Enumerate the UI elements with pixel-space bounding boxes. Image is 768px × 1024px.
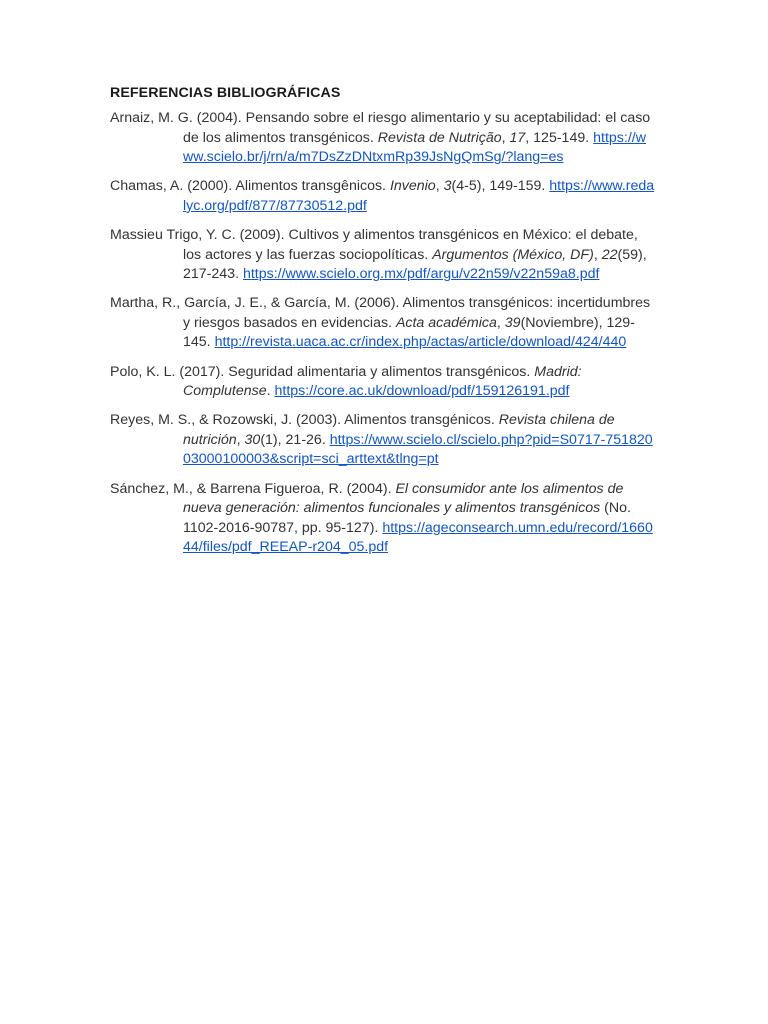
reference-text: Reyes, M. S., & Rozowski, J. (2003). Alimentos transgénicos. [110, 412, 499, 429]
reference-text: Polo, K. L. (2017). Seguridad alimentaria y alimentos transgénicos. [110, 363, 535, 380]
reference-link[interactable]: https://www.scielo.br/j/rn/a/m7DsZzDNtxmRp39JsNgQmSg/?lang=es [183, 129, 646, 166]
reference-link[interactable]: https://www.scielo.org.mx/pdf/argu/v22n59/v22n59a8.pdf [242, 266, 600, 283]
reference-text: , [501, 129, 510, 146]
reference-text: Sánchez, M., & Barrena Figueroa, R. (2004). [110, 480, 396, 497]
reference-italic-text: 3 [443, 178, 452, 195]
reference-text: , [435, 178, 444, 195]
reference-text: , [496, 314, 505, 331]
reference-text: Arnaiz, M. G. (2004). Pensando sobre el riesgo alimentario y su aceptabilidad: el caso de los alimentos transgénicos. [110, 110, 651, 146]
reference-text: (1), 21-26. [260, 431, 330, 448]
reference-italic-text: Revista de Nutrição [377, 129, 502, 146]
reference-item [110, 363, 655, 402]
reference-text: (4-5), 149-159. [451, 178, 550, 195]
reference-text: (No. 1102-2016-90787, pp. 95-127). [183, 500, 631, 536]
reference-item [110, 411, 655, 470]
reference-italic-text: Argumentos (México, DF) [432, 246, 594, 263]
reference-link[interactable]: http://revista.uaca.ac.cr/index.php/actas/article/download/424/440 [214, 334, 627, 351]
reference-link[interactable]: https://ageconsearch.umn.edu/record/166044/files/pdf_REEAP-r204_05.pdf [183, 519, 653, 556]
reference-item [110, 177, 655, 216]
reference-italic-text: Invenio [389, 178, 436, 195]
reference-italic-text: 39 [504, 314, 521, 331]
reference-italic-text: Revista chilena de nutrición [183, 412, 615, 448]
reference-italic-text: 22 [601, 246, 618, 263]
reference-item [110, 294, 655, 353]
reference-italic-text: Acta académica [395, 314, 497, 331]
reference-italic-text: Madrid: Complutense [183, 363, 582, 400]
reference-text: (59), 217-243. [183, 246, 647, 283]
reference-italic-text: 30 [244, 431, 261, 448]
reference-link[interactable]: https://core.ac.uk/download/pdf/159126191.pdf [274, 383, 570, 400]
page-title: REFERENCIAS BIBLIOGRÁFICAS [110, 85, 341, 101]
reference-text: Massieu Trigo, Y. C. (2009). Cultivos y alimentos transgénicos en México: el debate, los actores y las fuerzas sociopolíticas. [110, 226, 638, 263]
reference-list [110, 109, 655, 558]
reference-italic-text: El consumidor ante los alimentos de nueva generación: alimentos funcionales y alimentos transgénicos [183, 480, 624, 517]
reference-item [110, 480, 655, 558]
reference-italic-text: 17 [509, 129, 526, 146]
reference-item [110, 226, 655, 285]
reference-link[interactable]: https://www.scielo.cl/scielo.php?pid=S0717-75182003000100003&script=sci_arttext&tlng=pt [183, 431, 653, 468]
reference-link[interactable]: https://www.redalyc.org/pdf/877/87730512.pdf [183, 178, 655, 214]
document-page [110, 83, 655, 567]
reference-text: . [266, 383, 275, 400]
reference-text: , [593, 246, 602, 263]
reference-text: , [236, 431, 245, 448]
reference-text: Chamas, A. (2000). Alimentos transgênicos. [110, 178, 390, 195]
reference-text: (Noviembre), 129-145. [183, 314, 635, 351]
reference-text: Martha, R., García, J. E., & García, M. (2006). Alimentos transgénicos: incertidumbres y riesgos basados en evidencias. [110, 295, 651, 331]
reference-text: , 125-149. [525, 129, 594, 146]
reference-item [110, 109, 655, 168]
